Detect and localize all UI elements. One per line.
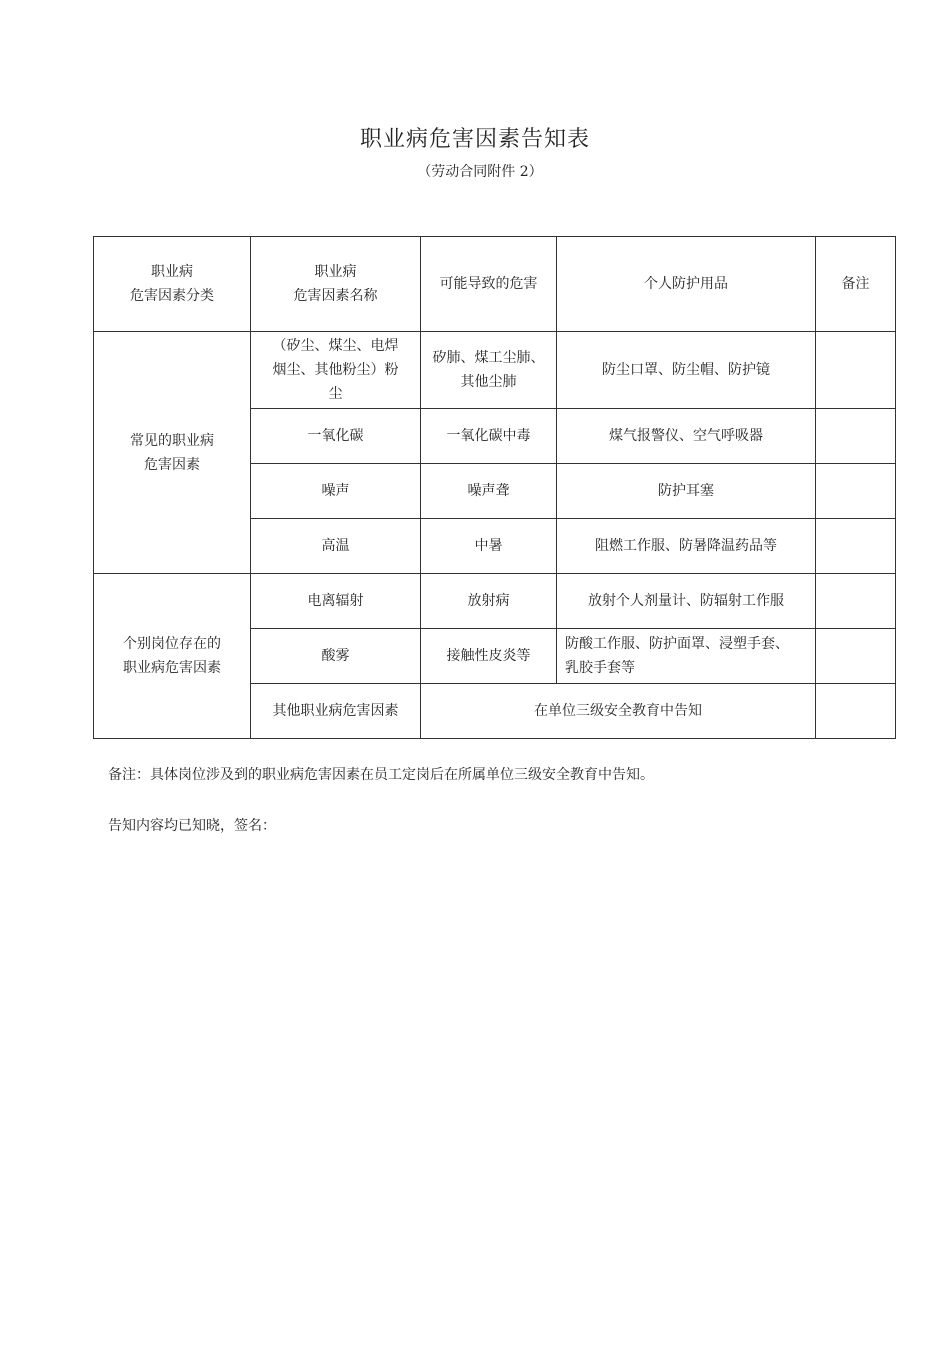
page-title: 职业病危害因素告知表: [359, 127, 590, 152]
hazard-name: （矽尘、煤尘、电焊 烟尘、其他粉尘）粉 尘: [251, 332, 421, 409]
header-name: 职业病 危害因素名称: [251, 237, 421, 332]
hazard-name: 其他职业病危害因素: [251, 684, 421, 739]
hazard-ppe: 煤气报警仪、空气呼吸器: [557, 409, 816, 464]
hazard-remark: [816, 629, 896, 684]
group-category-specific: 个别岗位存在的 职业病危害因素: [94, 574, 251, 739]
hazard-remark: [816, 464, 896, 519]
header-harm: 可能导致的危害: [421, 237, 557, 332]
hazard-harm: 接触性皮炎等: [421, 629, 557, 684]
page-subtitle: （劳动合同附件 2）: [417, 164, 543, 180]
signature-line: 告知内容均已知晓，签名：: [108, 818, 276, 834]
hazard-name: 电离辐射: [251, 574, 421, 629]
hazard-remark: [816, 332, 896, 409]
hazard-ppe: 放射个人剂量计、防辐射工作服: [557, 574, 816, 629]
hazard-harm: 一氧化碳中毒: [421, 409, 557, 464]
other-hazard-notice: 在单位三级安全教育中告知: [421, 684, 816, 739]
hazard-name: 酸雾: [251, 629, 421, 684]
hazard-harm: 矽肺、煤工尘肺、 其他尘肺: [421, 332, 557, 409]
hazard-name: 噪声: [251, 464, 421, 519]
hazard-table: [93, 236, 896, 739]
header-remark: 备注: [816, 237, 896, 332]
header-category: 职业病 危害因素分类: [94, 237, 251, 332]
hazard-harm: 噪声聋: [421, 464, 557, 519]
hazard-ppe: 阻燃工作服、防暑降温药品等: [557, 519, 816, 574]
hazard-remark: [816, 519, 896, 574]
footnote: 备注：具体岗位涉及到的职业病危害因素在员工定岗后在所属单位三级安全教育中告知。: [108, 767, 654, 783]
hazard-harm: 放射病: [421, 574, 557, 629]
hazard-remark: [816, 574, 896, 629]
header-ppe: 个人防护用品: [557, 237, 816, 332]
hazard-name: 一氧化碳: [251, 409, 421, 464]
hazard-remark: [816, 409, 896, 464]
group-category-common: 常见的职业病 危害因素: [94, 332, 251, 574]
hazard-remark: [816, 684, 896, 739]
hazard-harm: 中暑: [421, 519, 557, 574]
hazard-ppe: 防酸工作服、防护面罩、浸塑手套、 乳胶手套等: [557, 629, 816, 684]
hazard-name: 高温: [251, 519, 421, 574]
table-row: [94, 332, 896, 409]
hazard-ppe: 防尘口罩、防尘帽、防护镜: [557, 332, 816, 409]
table-header-row: [94, 237, 896, 332]
hazard-ppe: 防护耳塞: [557, 464, 816, 519]
table-row: [94, 574, 896, 629]
